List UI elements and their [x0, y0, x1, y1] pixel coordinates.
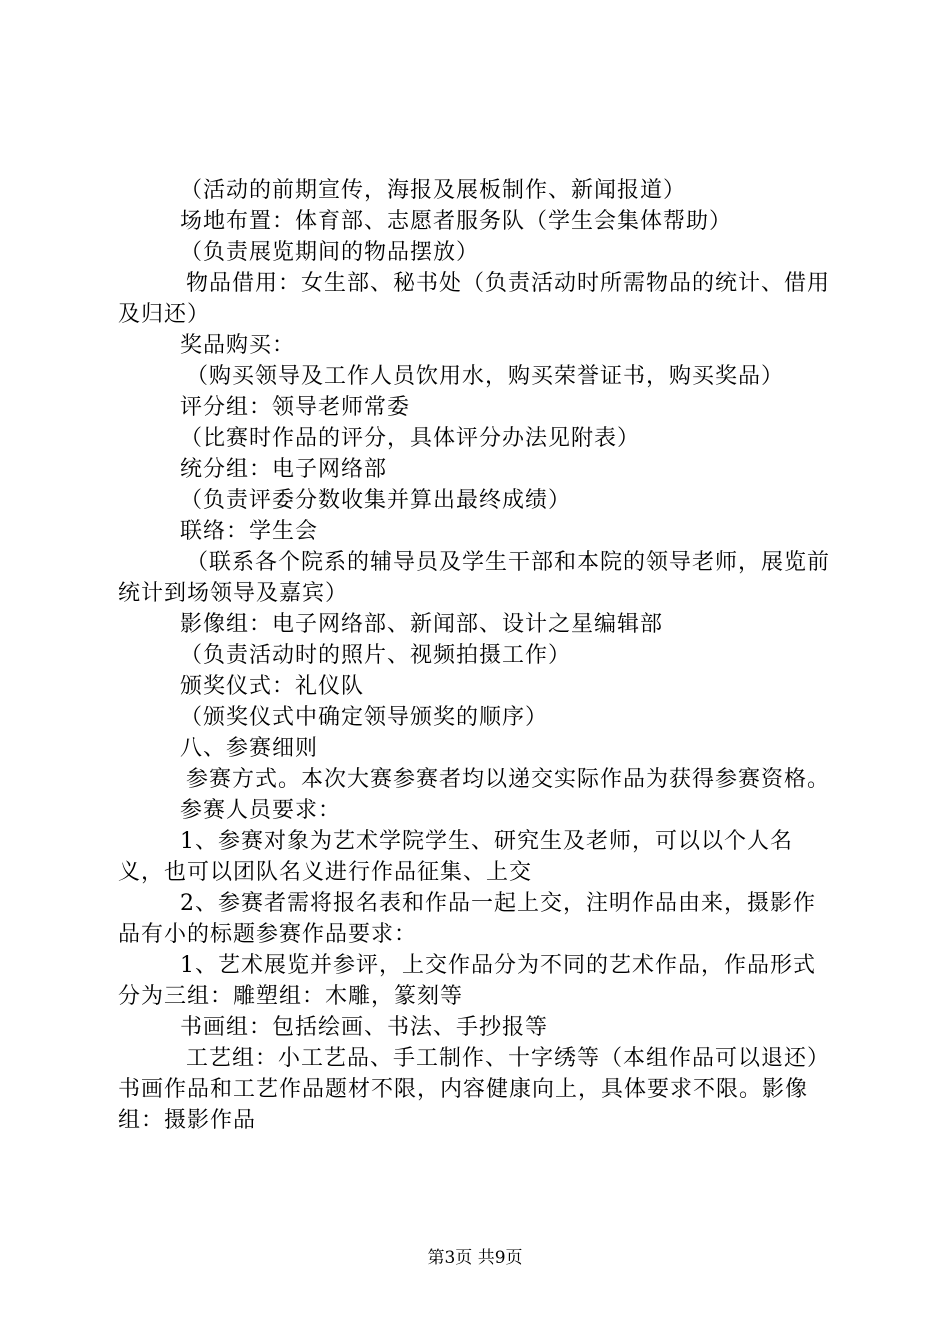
- paragraph: 影像组：电子网络部、新闻部、设计之星编辑部: [180, 612, 664, 637]
- paragraph: （负责活动时的照片、视频拍摄工作）: [180, 643, 572, 668]
- paragraph: 物品借用：女生部、秘书处（负责活动时所需物品的统计、借用及归还）: [118, 271, 831, 327]
- document-body: [118, 175, 836, 1136]
- paragraph: （颁奖仪式中确定领导颁奖的顺序）: [180, 705, 549, 730]
- paragraph: 2、参赛者需将报名表和作品一起上交，注明作品由来，摄影作品有小的标题参赛作品要求：: [118, 891, 816, 947]
- paragraph: 统分组：电子网络部: [180, 457, 388, 482]
- paragraph: 场地布置：体育部、志愿者服务队（学生会集体帮助）: [180, 209, 733, 234]
- paragraph: 书画组：包括绘画、书法、手抄报等: [180, 1015, 549, 1040]
- section-heading: 八、参赛细则: [180, 736, 319, 761]
- paragraph: 工艺组：小工艺品、手工制作、十字绣等（本组作品可以退还）书画作品和工艺作品题材不限，内容健康向上，具体要求不限。影像组：摄影作品: [118, 1046, 831, 1133]
- paragraph: 1、参赛对象为艺术学院学生、研究生及老师，可以以个人名义，也可以团队名义进行作品征集、上交: [118, 829, 793, 885]
- paragraph: （负责评委分数收集并算出最终成绩）: [180, 488, 572, 513]
- page-number-footer: 第3页 共9页: [427, 1248, 523, 1268]
- paragraph: （联系各个院系的辅导员及学生干部和本院的领导老师，展览前统计到场领导及嘉宾）: [118, 550, 831, 606]
- paragraph: （负责展览期间的物品摆放）: [180, 240, 480, 265]
- paragraph: （活动的前期宣传，海报及展板制作、新闻报道）: [180, 178, 687, 203]
- paragraph: （购买领导及工作人员饮用水，购买荣誉证书，购买奖品）: [186, 364, 785, 389]
- paragraph: 联络：学生会: [180, 519, 319, 544]
- paragraph: （比赛时作品的评分，具体评分办法见附表）: [180, 426, 641, 451]
- paragraph: 参赛人员要求：: [180, 798, 342, 823]
- paragraph: 评分组：领导老师常委: [180, 395, 411, 420]
- paragraph: 颁奖仪式：礼仪队: [180, 674, 365, 699]
- paragraph: 参赛方式。本次大赛参赛者均以递交实际作品为获得参赛资格。: [186, 767, 831, 792]
- paragraph: 奖品购买：: [180, 333, 296, 358]
- paragraph: 1、艺术展览并参评，上交作品分为不同的艺术作品，作品形式分为三组：雕塑组：木雕，篆刻等: [118, 953, 816, 1009]
